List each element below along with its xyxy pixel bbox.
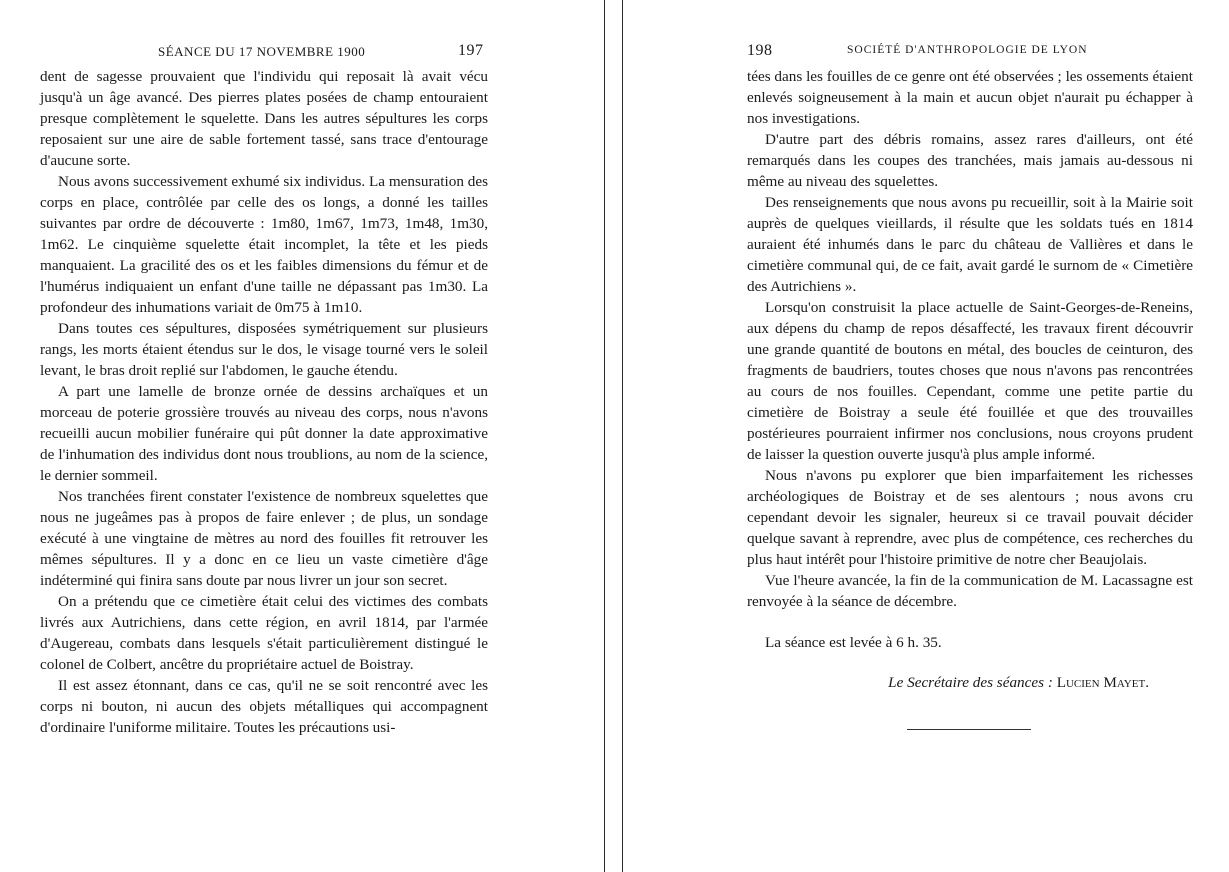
- paragraph: Nos tranchées firent constater l'existence de nombreux squelettes que nous ne jugeâmes pas à propos de faire enlever ; de plus, un sondage exécuté à une vingtaine de mètres au nord des fouilles fit retrouver les mêmes sépultures. Il y a donc en ce lieu un vaste cimetière d'âge indéterminé qui finira sans doute par nous livrer un jour son secret.: [40, 488, 488, 589]
- paragraph: Dans toutes ces sépultures, disposées symétriquement sur plusieurs rangs, les morts étaient étendus sur le dos, le visage tourné vers le soleil levant, le bras droit replié sur l'abdomen, le gauche étendu.: [40, 320, 488, 379]
- left-running-title: SÉANCE DU 17 NOVEMBRE 1900: [158, 44, 366, 59]
- paragraph: Lorsqu'on construisit la place actuelle de Saint-Georges-de-Reneins, aux dépens du champ de repos désaffecté, les travaux firent découvrir une grande quantité de boutons en métal, des boucles de ceinturon, des fragments de baudriers, toutes choses que nous n'avons pas rencontrées au cours de nos fouilles. Cependant, comme une petite partie du cimetière de Boistray a seule été fouillée et que des trouvailles postérieures pourraient infirmer nos conclusions, nous croyons prudent de laisser la question ouverte jusqu'à plus ample informé.: [747, 299, 1193, 463]
- right-running-title: SOCIÉTÉ D'ANTHROPOLOGIE DE LYON: [847, 44, 1088, 56]
- right-running-head: [747, 42, 1193, 64]
- paragraph: dent de sagesse prouvaient que l'individu qui reposait là avait vécu jusqu'à un âge avancé. Des pierres plates posées de champ entouraient presque complètement le squelette. Dans les autres sépultures les corps reposaient sur une aire de sable fortement tassé, sans trace d'entourage d'aucune sorte.: [40, 68, 488, 169]
- right-page-number: 198: [747, 42, 773, 59]
- paragraph: Nous n'avons pu explorer que bien imparfaitement les richesses archéologiques de Boistray et de ses alentours ; nous avons cru cependant devoir les signaler, heureux si ce travail pouvait décider quelque savant à reprendre, avec plus de compétence, ces recherches du plus haut intérêt pour l'histoire primitive de notre cher Beaujolais.: [747, 467, 1193, 568]
- gutter-divider-left: [604, 0, 605, 872]
- paragraph: Des renseignements que nous avons pu recueillir, soit à la Mairie soit auprès de quelques vieillards, il résulte que les soldats tués en 1814 auraient été inhumés dans le parc du château de Vallières et dans le cimetière communal qui, de ce fait, avait gardé le surnom de « Cimetière des Autrichiens ».: [747, 194, 1193, 295]
- gutter-divider-right: [622, 0, 623, 872]
- paragraph: Il est assez étonnant, dans ce cas, qu'il ne se soit rencontré avec les corps ni bouton, ni aucun des objets métalliques qui accompagnent d'ordinaire l'uniforme militaire. Toutes les précautions usi-: [40, 677, 488, 736]
- closing-line: La séance est levée à 6 h. 35.: [765, 634, 942, 651]
- signature-name: Lucien Mayet.: [1056, 674, 1149, 691]
- signature: [747, 672, 1193, 693]
- paragraph: A part une lamelle de bronze ornée de dessins archaïques et un morceau de poterie grossière trouvés au niveau des corps, nous n'avons recueilli aucun mobilier funéraire qui pût donner la date approximative de l'inhumation des individus dont nous troublions, au nom de la science, le dernier sommeil.: [40, 383, 488, 484]
- paragraph: tées dans les fouilles de ce genre ont été observées ; les ossements étaient enlevés soigneusement à la main et aucun objet n'aurait pu échapper à nos investigations.: [747, 68, 1193, 127]
- end-rule: [907, 729, 1031, 730]
- signature-role: Le Secrétaire des séances :: [888, 674, 1053, 691]
- left-running-head: [40, 42, 488, 64]
- paragraph: Nous avons successivement exhumé six individus. La mensuration des corps en place, contrôlée par celle des os longs, a donné les tailles suivantes par ordre de découverte : 1m80, 1m67, 1m73, 1m48, 1m30, 1m62. Le cinquième squelette était incomplet, la tête et les pieds manquaient. La gracilité des os et les faibles dimensions du fémur et de l'humérus indiquaient un enfant d'une taille ne dépassant pas 1m30. La profondeur des inhumations variait de 0m75 à 1m10.: [40, 173, 488, 316]
- left-body-text: [40, 66, 488, 738]
- paragraph: D'autre part des débris romains, assez rares d'ailleurs, ont été remarqués dans les coupes des tranchées, mais jamais au-dessous ni même au niveau des squelettes.: [747, 131, 1193, 190]
- right-page: [747, 0, 1193, 872]
- paragraph: Vue l'heure avancée, la fin de la communication de M. Lacassagne est renvoyée à la séance de décembre.: [747, 572, 1193, 610]
- right-body-text: [747, 66, 1193, 730]
- paragraph: On a prétendu que ce cimetière était celui des victimes des combats livrés aux Autrichiens, dans cette région, en avril 1814, par l'armée d'Augereau, combats dans lesquels s'était particulièrement distingué le colonel de Colbert, ancêtre du propriétaire actuel de Boistray.: [40, 593, 488, 673]
- left-page: [40, 0, 488, 872]
- left-page-number: 197: [458, 42, 484, 59]
